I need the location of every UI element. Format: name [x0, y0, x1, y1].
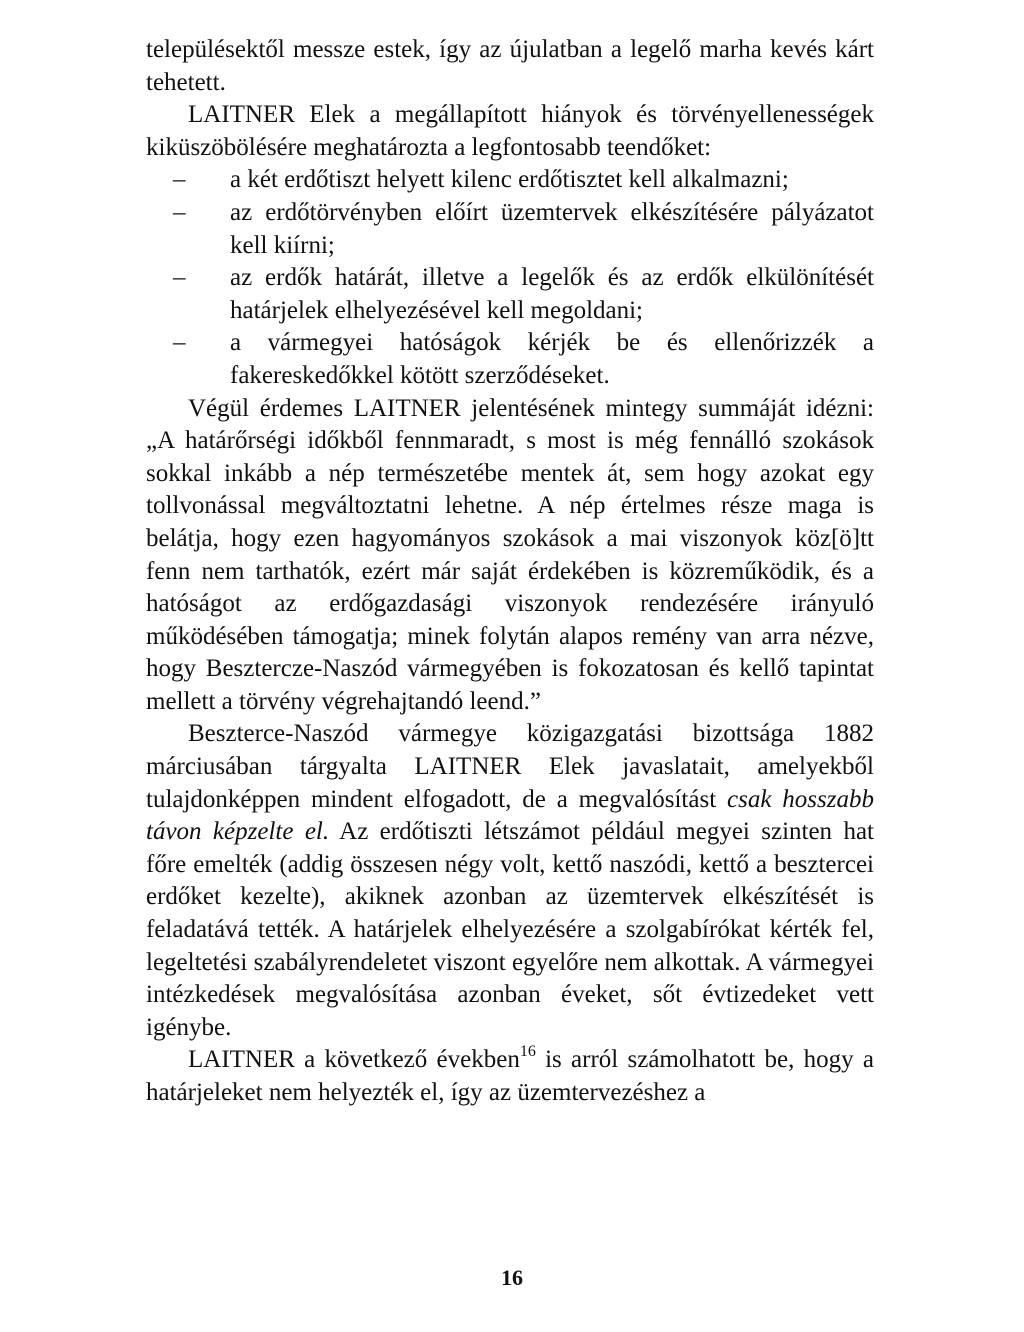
task-list-item-text: a vármegyei hatóságok kérjék be és ellenőrizzék a fakereskedőkkel kötött szerződéseket.	[230, 329, 874, 389]
task-list-item	[173, 164, 874, 197]
dash-bullet: –	[173, 264, 186, 292]
committee-text-start: Beszterce-Naszód vármegye közigazgatási bizottsága 1882 márciusában tárgyalta LAITNER Elek javaslatait, amelyekből tulajdonképpen mindent elfogadott, de a megvalósítást	[146, 720, 874, 813]
following-years-text-end: is arról számolhatott be, hogy a határjeleket nem helyezték el, így az üzemtervezéshez a	[146, 1046, 874, 1106]
paragraph-committee	[146, 718, 874, 1044]
dash-bullet: –	[173, 198, 186, 226]
following-years-text-start: LAITNER a következő években	[188, 1046, 520, 1074]
task-list-item	[173, 262, 874, 327]
committee-italic-phrase: csak hosszabb távon képzelte el.	[146, 785, 874, 846]
paragraph-laitner-tasks: LAITNER Elek a megállapított hiányok és törvényellenességek kiküszöbölésére meghatározta a legfontosabb teendőket:	[146, 101, 874, 161]
footnote-reference[interactable]: 16	[519, 1043, 536, 1061]
dash-bullet: –	[173, 166, 186, 194]
dash-bullet: –	[173, 329, 186, 357]
document-body	[146, 34, 874, 1110]
page-number: 16	[501, 1265, 523, 1290]
task-list-item-text: az erdőtörvényben előírt üzemtervek elkészítésére pályázatot kell kiírni;	[230, 198, 874, 259]
paragraph-quote: Végül érdemes LAITNER jelentésének mintegy summáját idézni: „A határőrségi időkből fennmaradt, s most is még fennálló szokások sokkal inkább a nép természetébe mentek át, sem hogy azokat egy tollvonással megváltoztatni lehetne. A nép értelmes része maga is belátja, hogy ezen hagyományos szokások a mai viszonyok köz[ö]tt fenn nem tarthatók, ezért már saját érdekében is közreműködik, és a hatóságot az erdőgazdasági viszonyok rendezésére irányuló működésében támogatja; minek folytán alapos remény van arra nézve, hogy Besztercze-Naszód vármegyében is fokozatosan és kellő tapintat mellett a törvény végrehajtandó leend.”	[146, 394, 874, 715]
paragraph-following-years	[146, 1044, 874, 1109]
task-list-item	[173, 197, 874, 262]
task-list	[146, 164, 874, 392]
task-list-item	[173, 327, 874, 392]
task-list-item-text: a két erdőtiszt helyett kilenc erdőtisztet kell alkalmazni;	[230, 166, 789, 194]
task-list-item-text: az erdők határát, illetve a legelők és az erdők elkülönítését határjelek elhelyezésével kell megoldani;	[230, 264, 874, 324]
committee-text-end: Az erdőtiszti létszámot például megyei szinten hat főre emelték (addig összesen négy volt, kettő naszódi, kettő a besztercei erdőket kezelte), akiknek azonban az üzemtervek elkészítését is feladatává tették. A határjelek elhelyezésére a szolgabírókat kérték fel, legeltetési szabályrendeletet viszont egyelőre nem alkottak. A vármegyei intézkedések megvalósítása azonban éveket, sőt évtizedeket vett igénybe.	[146, 818, 874, 1041]
paragraph-continuation: településektől messze estek, így az újulatban a legelő marha kevés kárt tehetett.	[146, 36, 874, 96]
